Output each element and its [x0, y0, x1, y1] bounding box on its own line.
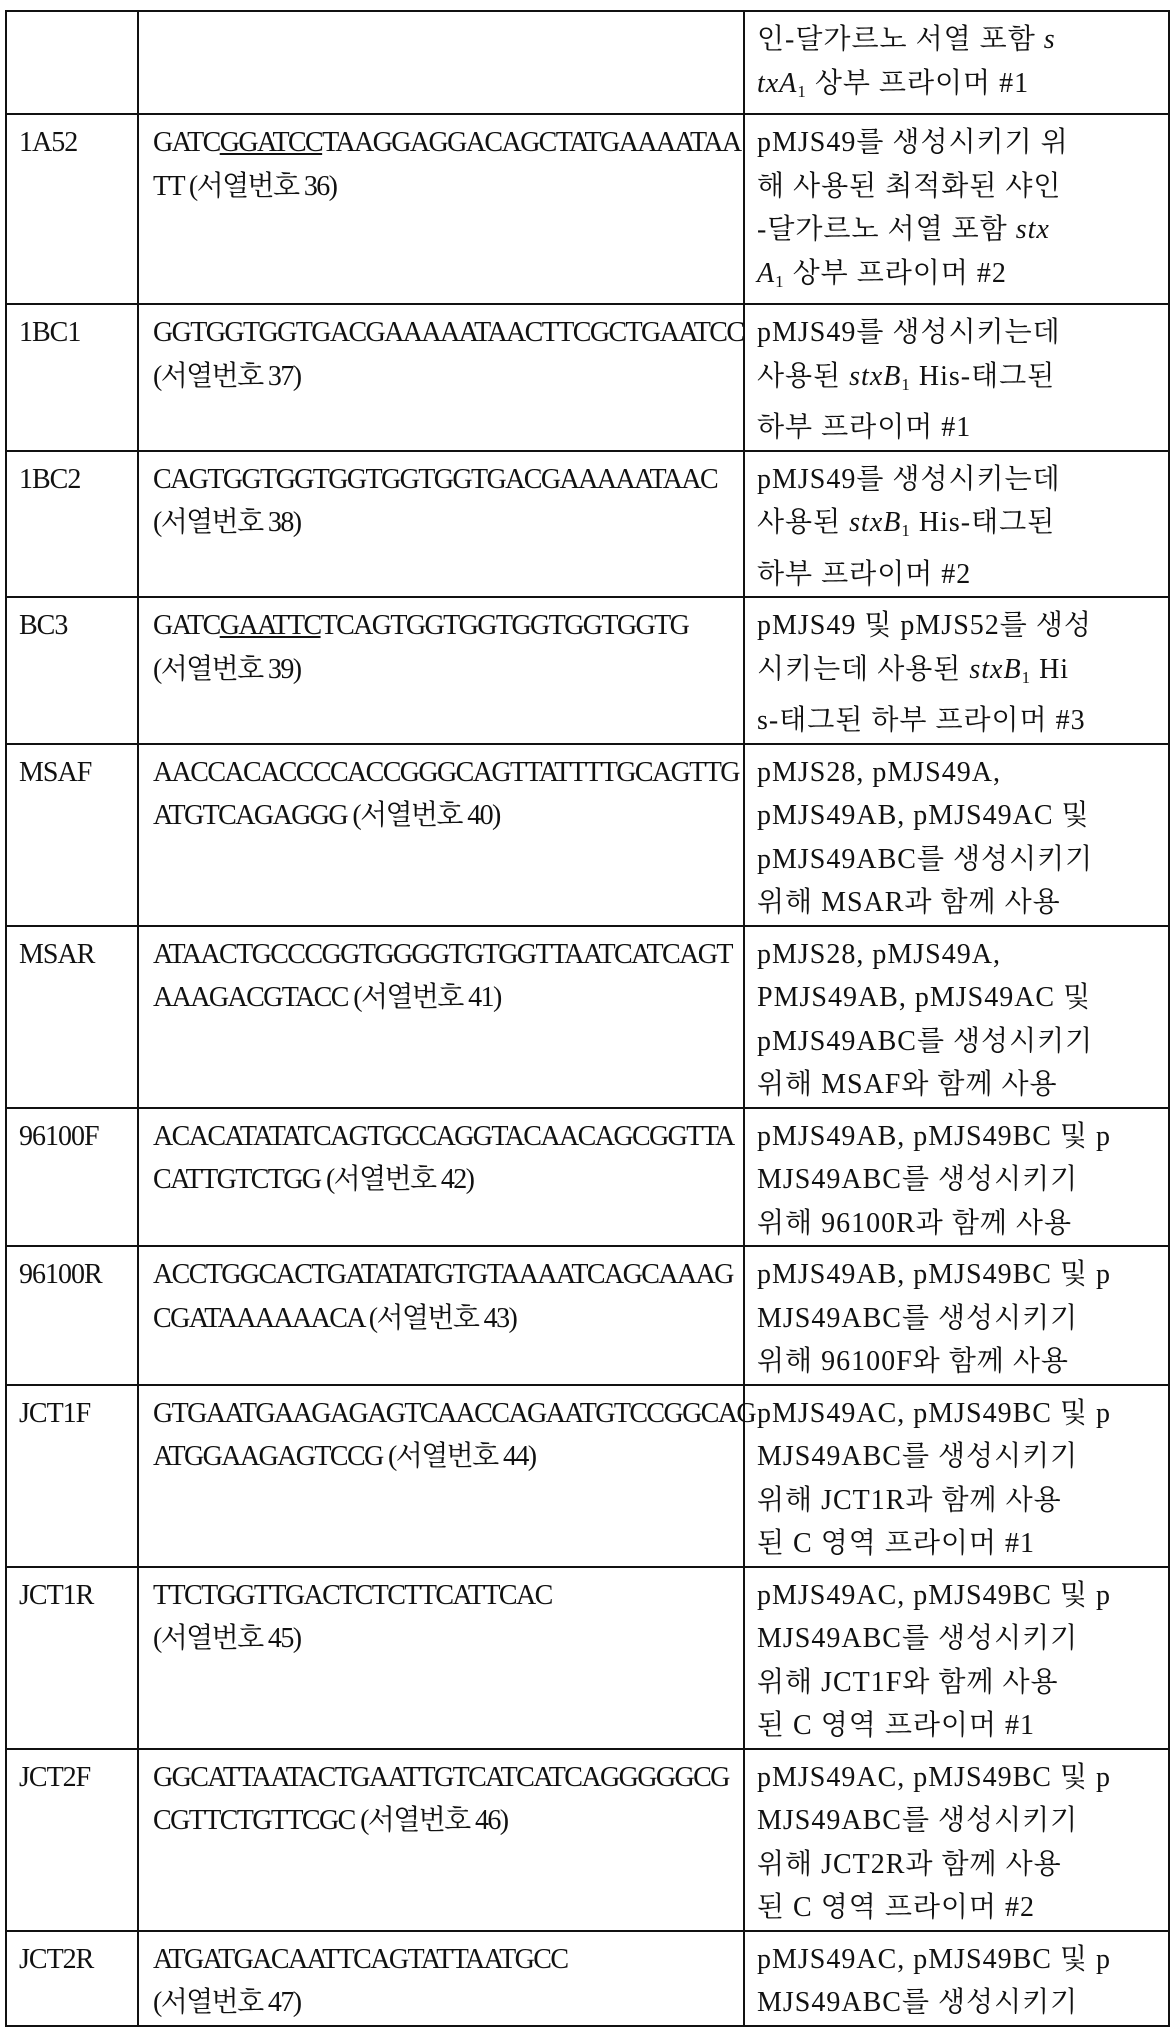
- text-segment: ATGATGACAATTCAGTATTAATGCC: [153, 1944, 567, 1975]
- text-line: [153, 355, 737, 399]
- text-segment: pMJS49 및 pMJS52를 생성: [757, 610, 1092, 641]
- text-segment: pMJS49ABC를 생성시키기: [757, 844, 1093, 875]
- text-line: [757, 976, 1162, 1020]
- text-line: [757, 1297, 1162, 1341]
- sequence-cell: [138, 1931, 744, 2026]
- text-line: [757, 121, 1162, 165]
- text-line: [757, 881, 1162, 925]
- text-line: [757, 1522, 1162, 1566]
- text-segment: MJS49ABC를 생성시키기: [757, 1623, 1078, 1654]
- text-line: [757, 1661, 1162, 1705]
- text-segment: His-태그된: [911, 361, 1055, 392]
- text-segment: TTCTGGTTGACTCTCTTCATTCAC: [153, 1580, 552, 1611]
- text-line: [757, 1340, 1162, 1384]
- gene-name: stxB: [849, 361, 901, 392]
- text-line: [153, 311, 737, 355]
- text-segment: 위해 JCT1R과 함께 사용: [757, 1485, 1062, 1516]
- text-line: [757, 501, 1162, 553]
- primer-name: 96100F: [19, 1121, 99, 1152]
- text-line: [757, 1981, 1162, 2025]
- text-line: [153, 1981, 737, 2025]
- sequence-cell: [138, 11, 744, 114]
- text-line: [153, 1297, 737, 1341]
- text-line: [757, 252, 1162, 304]
- text-segment: pMJS49AB, pMJS49BC 및 p: [757, 1259, 1111, 1290]
- text-line: [153, 1574, 737, 1618]
- text-segment: Hi: [1031, 654, 1069, 685]
- text-segment: s-태그된 하부 프라이머 #3: [757, 705, 1086, 736]
- primer-name: JCT2F: [19, 1762, 90, 1793]
- text-segment: pMJS49를 생성시키기 위: [757, 127, 1069, 158]
- text-line: [757, 838, 1162, 882]
- text-line: [153, 1799, 737, 1843]
- primer-name-cell: [6, 1931, 138, 2026]
- description-cell: [744, 1246, 1169, 1385]
- description-cell: [744, 1385, 1169, 1567]
- primer-table-body: [6, 11, 1169, 2026]
- text-line: [757, 1886, 1162, 1930]
- text-line: [757, 1799, 1162, 1843]
- text-line: [757, 165, 1162, 209]
- primer-name-cell: [6, 1108, 138, 1247]
- subscript: 1: [775, 272, 785, 291]
- text-line: [757, 751, 1162, 795]
- table-row: [6, 1749, 1169, 1931]
- text-line: [757, 1115, 1162, 1159]
- sequence-cell: [138, 1749, 744, 1931]
- sequence-cell: [138, 1108, 744, 1247]
- text-segment: CGATAAAAAACA (서열번호 43): [153, 1303, 516, 1334]
- description-cell: [744, 744, 1169, 926]
- subscript: 1: [1022, 668, 1032, 687]
- text-segment: pMJS49AB, pMJS49AC 및: [757, 800, 1090, 831]
- text-line: [153, 933, 737, 977]
- text-segment: (서열번호 37): [153, 361, 300, 392]
- description-cell: [744, 114, 1169, 304]
- text-line: [153, 121, 737, 165]
- text-line: [757, 458, 1162, 502]
- text-line: [757, 1843, 1162, 1887]
- text-line: [153, 1435, 737, 1479]
- text-segment: ACCTGGCACTGATATATGTGTAAAATCAGCAAAG: [153, 1259, 733, 1290]
- text-segment: 시키는데 사용된: [757, 654, 969, 685]
- text-line: [153, 751, 737, 795]
- text-line: [757, 648, 1162, 700]
- sequence-cell: [138, 926, 744, 1108]
- text-line: [757, 1938, 1162, 1982]
- text-line: [153, 1392, 737, 1436]
- text-segment: AAAGACGTACC (서열번호 41): [153, 982, 501, 1013]
- primer-name-cell: [6, 1246, 138, 1385]
- primer-name: 1BC2: [19, 464, 80, 495]
- subscript: 1: [901, 375, 911, 394]
- text-segment: 위해 MSAF와 함께 사용: [757, 1069, 1058, 1100]
- text-segment: 인-달가르노 서열 포함: [757, 24, 1044, 55]
- text-line: [757, 355, 1162, 407]
- primer-name: MSAR: [19, 939, 94, 970]
- text-segment: MJS49ABC를 생성시키기: [757, 1441, 1078, 1472]
- text-line: [757, 604, 1162, 648]
- primer-name-cell: [6, 1567, 138, 1749]
- text-segment: CATTGTCTGG (서열번호 42): [153, 1164, 473, 1195]
- primer-name: JCT1R: [19, 1580, 93, 1611]
- text-segment: pMJS49를 생성시키는데: [757, 464, 1061, 495]
- text-segment: ATAACTGCCCGGTGGGGTGTGGTTAATCATCAGT: [153, 939, 732, 970]
- primer-name-cell: [6, 1385, 138, 1567]
- text-segment: pMJS49AC, pMJS49BC 및 p: [757, 1762, 1111, 1793]
- text-line: [757, 1617, 1162, 1661]
- text-line: [757, 1435, 1162, 1479]
- table-row: [6, 114, 1169, 304]
- sequence-cell: [138, 1246, 744, 1385]
- description-cell: [744, 1749, 1169, 1931]
- text-segment: GATC: [153, 610, 220, 641]
- primer-name: 1A52: [19, 127, 77, 158]
- text-line: [757, 311, 1162, 355]
- text-segment: pMJS49ABC를 생성시키기: [757, 1026, 1093, 1057]
- text-line: [153, 1158, 737, 1202]
- table-row: [6, 451, 1169, 598]
- text-line: [757, 699, 1162, 743]
- primer-name: 96100R: [19, 1259, 102, 1290]
- text-line: [153, 976, 737, 1020]
- text-segment: ATGGAAGAGTCCG (서열번호 44): [153, 1441, 535, 1472]
- text-segment: CAGTGGTGGTGGTGGTGGTGACGAAAAATAAC: [153, 464, 717, 495]
- text-segment: 상부 프라이머 #1: [807, 68, 1029, 99]
- text-line: [153, 648, 737, 692]
- text-line: [757, 1704, 1162, 1748]
- text-line: [757, 553, 1162, 597]
- table-row: [6, 1246, 1169, 1385]
- text-segment: TT (서열번호 36): [153, 171, 336, 202]
- sequence-cell: [138, 114, 744, 304]
- text-segment: MJS49ABC를 생성시키기: [757, 1987, 1078, 2018]
- text-line: [153, 794, 737, 838]
- sequence-cell: [138, 1385, 744, 1567]
- primer-name: 1BC1: [19, 317, 80, 348]
- text-segment: ATGTCAGAGGG (서열번호 40): [153, 800, 500, 831]
- text-segment: 위해 MSAR과 함께 사용: [757, 887, 1061, 918]
- text-segment: GATC: [153, 127, 220, 158]
- description-cell: [744, 597, 1169, 744]
- text-line: [757, 208, 1162, 252]
- text-line: [757, 1574, 1162, 1618]
- text-segment: pMJS49를 생성시키는데: [757, 317, 1061, 348]
- table-row: [6, 744, 1169, 926]
- text-line: [153, 458, 737, 502]
- text-line: [757, 1756, 1162, 1800]
- text-line: [757, 1392, 1162, 1436]
- primer-name-cell: [6, 1749, 138, 1931]
- primer-name-cell: [6, 926, 138, 1108]
- table-row: [6, 597, 1169, 744]
- text-segment: 된 C 영역 프라이머 #1: [757, 1710, 1035, 1741]
- description-cell: [744, 11, 1169, 114]
- gene-name: stxB: [969, 654, 1021, 685]
- text-line: [153, 1253, 737, 1297]
- text-segment: 위해 JCT1F와 함께 사용: [757, 1667, 1059, 1698]
- primer-table: [5, 10, 1170, 2027]
- text-segment: GGTGGTGGTGACGAAAAATAACTTCGCTGAATCC: [153, 317, 743, 348]
- text-segment: (서열번호 47): [153, 1987, 300, 2018]
- text-segment: pMJS28, pMJS49A,: [757, 939, 1001, 970]
- restriction-site: GGATCC: [220, 127, 322, 158]
- text-line: [757, 1158, 1162, 1202]
- text-segment: pMJS49AC, pMJS49BC 및 p: [757, 1398, 1111, 1429]
- table-row: [6, 11, 1169, 114]
- primer-name-cell: [6, 11, 138, 114]
- primer-name-cell: [6, 597, 138, 744]
- text-segment: -달가르노 서열 포함: [757, 214, 1016, 245]
- text-segment: MJS49ABC를 생성시키기: [757, 1805, 1078, 1836]
- text-line: [757, 406, 1162, 450]
- text-line: [153, 1617, 737, 1661]
- text-segment: 위해 96100F와 함께 사용: [757, 1346, 1069, 1377]
- primer-name-cell: [6, 451, 138, 598]
- table-row: [6, 1567, 1169, 1749]
- table-row: [6, 304, 1169, 451]
- text-line: [153, 1938, 737, 1982]
- subscript: 1: [797, 82, 807, 101]
- text-line: [153, 1115, 737, 1159]
- text-segment: PMJS49AB, pMJS49AC 및: [757, 982, 1091, 1013]
- primer-name: BC3: [19, 610, 67, 641]
- text-segment: MJS49ABC를 생성시키기: [757, 1303, 1078, 1334]
- text-segment: pMJS49AC, pMJS49BC 및 p: [757, 1580, 1111, 1611]
- primer-name-cell: [6, 744, 138, 926]
- text-line: [757, 794, 1162, 838]
- text-segment: pMJS28, pMJS49A,: [757, 757, 1001, 788]
- table-row: [6, 1931, 1169, 2026]
- text-line: [757, 1253, 1162, 1297]
- description-cell: [744, 451, 1169, 598]
- primer-name-cell: [6, 114, 138, 304]
- description-cell: [744, 1567, 1169, 1749]
- text-line: [153, 604, 737, 648]
- text-line: [757, 18, 1162, 62]
- text-segment: 하부 프라이머 #2: [757, 559, 971, 590]
- table-row: [6, 1385, 1169, 1567]
- sequence-cell: [138, 1567, 744, 1749]
- sequence-cell: [138, 451, 744, 598]
- text-segment: GGCATTAATACTGAATTGTCATCATCAGGGGGCG: [153, 1762, 729, 1793]
- table-row: [6, 926, 1169, 1108]
- text-line: [757, 1063, 1162, 1107]
- description-cell: [744, 926, 1169, 1108]
- gene-name: s: [1044, 24, 1056, 55]
- text-segment: AACCACACCCCACCGGGCAGTTATTTTGCAGTTG: [153, 757, 739, 788]
- restriction-site: GAATTC: [220, 610, 321, 641]
- text-segment: MJS49ABC를 생성시키기: [757, 1164, 1078, 1195]
- sequence-cell: [138, 744, 744, 926]
- text-segment: (서열번호 45): [153, 1623, 300, 1654]
- description-cell: [744, 1931, 1169, 2026]
- text-line: [153, 1756, 737, 1800]
- primer-name: MSAF: [19, 757, 91, 788]
- text-segment: CGTTCTGTTCGC (서열번호 46): [153, 1805, 508, 1836]
- text-line: [757, 62, 1162, 114]
- text-line: [757, 1202, 1162, 1246]
- description-cell: [744, 1108, 1169, 1247]
- text-segment: 된 C 영역 프라이머 #2: [757, 1892, 1035, 1923]
- text-line: [757, 1020, 1162, 1064]
- primer-name: JCT2R: [19, 1944, 93, 1975]
- text-line: [153, 501, 737, 545]
- subscript: 1: [901, 521, 911, 540]
- sequence-cell: [138, 304, 744, 451]
- text-segment: pMJS49AC, pMJS49BC 및 p: [757, 1944, 1111, 1975]
- text-segment: 위해 JCT2R과 함께 사용: [757, 1849, 1062, 1880]
- text-line: [757, 1479, 1162, 1523]
- text-segment: 사용된: [757, 507, 849, 538]
- primer-name: JCT1F: [19, 1398, 90, 1429]
- gene-name: txA: [757, 68, 797, 99]
- text-segment: 상부 프라이머 #2: [785, 258, 1007, 289]
- table-row: [6, 1108, 1169, 1247]
- text-segment: 위해 96100R과 함께 사용: [757, 1208, 1072, 1239]
- text-segment: 하부 프라이머 #1: [757, 412, 971, 443]
- text-segment: 된 C 영역 프라이머 #1: [757, 1528, 1035, 1559]
- text-segment: 사용된: [757, 361, 849, 392]
- text-segment: TCAGTGGTGGTGGTGGTGGTG: [321, 610, 689, 641]
- gene-name: A: [757, 258, 775, 289]
- gene-name: stx: [1016, 214, 1050, 245]
- text-segment: pMJS49AB, pMJS49BC 및 p: [757, 1121, 1111, 1152]
- text-line: [153, 165, 737, 209]
- gene-name: stxB: [849, 507, 901, 538]
- text-segment: (서열번호 38): [153, 507, 300, 538]
- sequence-cell: [138, 597, 744, 744]
- text-segment: (서열번호 39): [153, 654, 300, 685]
- text-segment: ACACATATATCAGTGCCAGGTACAACAGCGGTTA: [153, 1121, 734, 1152]
- text-segment: TAAGGAGGACAGCTATGAAAATAA: [322, 127, 740, 158]
- primer-name-cell: [6, 304, 138, 451]
- description-cell: [744, 304, 1169, 451]
- text-segment: His-태그된: [911, 507, 1055, 538]
- text-line: [757, 933, 1162, 977]
- text-segment: 해 사용된 최적화된 샤인: [757, 171, 1061, 202]
- text-segment: GTGAATGAAGAGAGTCAACCAGAATGTCCGGCAG: [153, 1398, 755, 1429]
